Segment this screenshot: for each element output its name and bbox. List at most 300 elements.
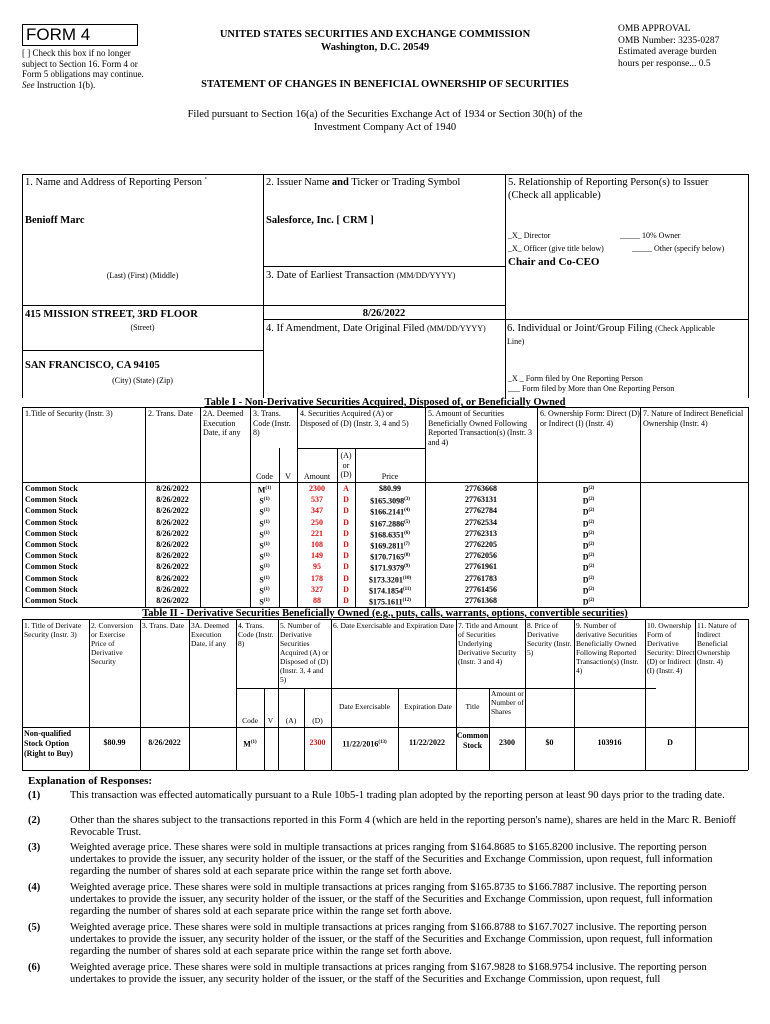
t1-row-8-date: [145, 561, 200, 572]
t2-head-number: 5. Number of Derivative Securities Acquired (A) or Disposed of (D) (Instr. 3, 4 and 5): [280, 621, 329, 684]
rule: [22, 619, 748, 620]
box6-label-text: 6. Individual or Joint/Group Filing: [507, 323, 653, 334]
statement-title: STATEMENT OF CHANGES IN BENEFICIAL OWNERSHIP OF SECURITIES: [201, 79, 569, 90]
t1-row-5-price-note: (6): [404, 530, 410, 536]
t1-row-11-date-value: 8/26/2022: [156, 596, 189, 605]
t2-exercisable-note: (13): [378, 740, 387, 745]
t1-row-8-form-note: (2): [588, 564, 595, 570]
t1-row-8-security: [25, 561, 143, 572]
box5-label-1: 5. Relationship of Reporting Person(s) to Issuer: [508, 177, 709, 188]
t1-sub-v: V: [285, 472, 291, 481]
t1-row-2-amount-value: 537: [311, 495, 323, 505]
t1-row-1-form-note: (2): [588, 486, 595, 491]
box2-label: [266, 177, 460, 188]
t1-row-2-date-value: 8/26/2022: [156, 495, 189, 505]
t2-disposed: 2300: [309, 738, 326, 747]
reporting-street: 415 MISSION STREET, 3RD FLOOR: [25, 309, 198, 320]
rule: [236, 688, 656, 689]
table1-title: Table I - Non-Derivative Securities Acquired, Disposed of, or Beneficially Owned: [204, 397, 566, 408]
agency-city: Washington, D.C. 20549: [320, 42, 430, 53]
t1-row-7-price-note: (8): [404, 553, 410, 559]
t2-sub-amount: Amount or Number of Shares: [491, 689, 524, 716]
box6-note-2: Line): [507, 336, 525, 346]
t1-row-1-ad-value: A: [343, 484, 349, 493]
t1-row-7-security: [25, 550, 143, 561]
t1-row-1-security-value: Common Stock: [25, 484, 78, 493]
t1-row-11-amount-value: 88: [313, 596, 321, 605]
t1-row-2-owned-value: 27763131: [465, 495, 497, 505]
t2-head-owned: 9. Number of derivative Securities Beneficially Owned Following Reported Transaction(s) (Instr. 4): [576, 621, 639, 675]
t1-row-5-date: [145, 528, 200, 539]
t1-row-9-date-value: 8/26/2022: [156, 573, 189, 583]
t1-row-4-price-value: $167.2886: [370, 519, 405, 529]
explanation-heading: Explanation of Responses:: [28, 775, 153, 787]
t1-head-code: 3. Trans. Code (Instr. 8): [253, 409, 291, 437]
t1-row-3-code-note: (1): [263, 508, 270, 514]
box1-label-text: 1. Name and Address of Reporting Person: [25, 177, 203, 188]
note-4-text: Weighted average price. These shares were sold in multiple transactions at prices ranging from $165.8735 to $166.7887 inclusive. The reporting person undertakes to provide the issuer, any security holder of the issuer, or the staff of the Securities and Exchange Commission, upon request, full information regarding the number of shares sold at each separate price within the range set forth above.: [70, 882, 713, 917]
t1-row-10-price-note: (11): [402, 586, 412, 592]
note-2-text: Other than the shares subject to the transactions reported in this Form 4 (which are held in the reporting person's name), shares are held in the Marc R. Benioff Revocable Trust.: [70, 815, 736, 838]
t1-row-4-code-value: S: [259, 519, 264, 529]
box3-label: [266, 270, 455, 281]
t1-row-4-owned-value: 27762534: [465, 517, 497, 527]
t1-row-8-owned-value: 27761961: [465, 562, 497, 572]
t2-sub-v: V: [267, 716, 274, 725]
note-1-text: This transaction was effected automatically pursuant to a Rule 10b5-1 trading plan adopted by the reporting person at least 90 days prior to the trading date.: [70, 790, 725, 801]
t1-row-11-form-note: (2): [588, 598, 595, 603]
t1-row-6-form-note: (2): [588, 542, 595, 547]
box2-label-a: 2. Issuer Name: [266, 177, 330, 188]
t1-row-9-security: [25, 573, 143, 584]
box4-label: [266, 323, 486, 334]
t1-row-1-owned-value: 27763668: [465, 484, 497, 493]
t1-row-11-owned: [425, 595, 537, 606]
agency-name: UNITED STATES SECURITIES AND EXCHANGE COMMISSION: [219, 29, 531, 40]
t1-row-4-owned: [425, 517, 537, 528]
t1-row-2-form-note: (2): [588, 497, 595, 503]
t1-row-4-security: [25, 517, 143, 528]
t1-row-11-ad-value: D: [343, 596, 349, 605]
form-title-box: [22, 24, 138, 46]
officer-checkbox[interactable]: _X_ Officer (give title below): [508, 244, 604, 253]
t1-row-4-ad: [337, 517, 355, 528]
t1-row-5-ad-value: D: [343, 528, 349, 538]
t1-row-3-owned-value: 27762784: [465, 506, 497, 516]
t1-row-8-amount: [297, 561, 337, 572]
t1-row-10-price-value: $174.1854: [368, 586, 403, 596]
t1-head-title: 1.Title of Security (Instr. 3): [25, 409, 113, 418]
rule: [304, 688, 305, 770]
t2-code-note: (1): [250, 740, 257, 745]
rule: [748, 619, 749, 770]
t1-row-11-security-value: Common Stock: [25, 596, 78, 605]
t1-head-acquired: 4. Securities Acquired (A) or Disposed of (D) (Instr. 3, 4 and 5): [300, 409, 409, 428]
t1-row-2-form-value: D: [582, 496, 589, 506]
box5-label: [508, 177, 746, 202]
box3-label-text: 3. Date of Earliest Transaction: [266, 270, 395, 281]
t1-row-1-ad: [337, 483, 355, 494]
city-caption: (City) (State) (Zip): [112, 376, 173, 385]
t1-row-5-owned-value: 27762313: [465, 528, 497, 538]
note-5-number: (5): [28, 922, 41, 933]
t1-row-6-ad-value: D: [343, 540, 349, 549]
t1-row-3-ad-value: D: [343, 506, 349, 516]
note-5-text: Weighted average price. These shares were sold in multiple transactions at prices ranging from $166.8788 to $167.7027 inclusive. The reporting person undertakes to provide the issuer, any security holder of the issuer, or the staff of the Securities and Exchange Commission, upon request, full information regarding the number of shares sold at each separate price within the range set forth above.: [70, 922, 713, 957]
t1-row-2-price-note: (3): [404, 497, 410, 503]
t2-head-date: 3. Trans. Date: [142, 621, 185, 630]
t1-row-1-form-value: D: [582, 485, 589, 495]
name-caption: (Last) (First) (Middle): [106, 271, 179, 280]
rule: [263, 174, 264, 398]
t2-sub-exercisable: Date Exercisable: [338, 702, 390, 711]
t2-head-conversion: 2. Conversion or Exercise Price of Derivative Security: [91, 621, 134, 666]
t1-row-11-code-value: S: [259, 597, 264, 607]
note-2-number: (2): [28, 815, 41, 826]
t2-exercisable-value: 11/22/2016: [342, 739, 379, 749]
t1-row-7-amount: [297, 550, 337, 561]
t1-row-11-price: [355, 595, 425, 608]
t1-row-6-form-value: D: [582, 541, 589, 551]
t1-row-6-code-value: S: [259, 541, 264, 551]
t1-row-6-security-value: Common Stock: [25, 540, 78, 549]
t2-security: Non-qualified Stock Option (Right to Buy): [24, 729, 73, 758]
rule: [748, 174, 749, 398]
rule: [278, 619, 279, 770]
omb-number: OMB Number: 3235-0287: [618, 35, 720, 46]
t1-row-1-amount-value: 2300: [309, 484, 325, 493]
t2-underlying-amount: 2300: [499, 738, 515, 747]
t1-row-6-date-value: 8/26/2022: [156, 540, 189, 549]
t1-row-4-date: [145, 517, 200, 528]
t1-row-10-amount-value: 327: [311, 584, 323, 594]
t2-head-exercisable: 6. Date Exercisable and Expiration Date: [333, 621, 454, 630]
director-checkbox[interactable]: _X_ Director: [508, 231, 551, 240]
t1-row-1-price: [355, 483, 425, 494]
t1-row-3-date-value: 8/26/2022: [156, 506, 189, 516]
t1-row-11-form: [537, 595, 640, 608]
street-caption: (Street): [130, 323, 155, 332]
t1-row-9-owned: [425, 573, 537, 584]
t1-row-10-owned: [425, 584, 537, 595]
rule: [22, 770, 748, 771]
rule: [505, 174, 506, 398]
t1-row-5-amount-value: 221: [311, 528, 323, 538]
t1-row-1-date-value: 8/26/2022: [156, 484, 189, 493]
t1-row-4-amount: [297, 517, 337, 528]
checkbox-note: [ ] Check this box if no longer subject to Section 16. Form 4 or Form 5 obligations may continue.: [22, 48, 144, 79]
t1-row-7-ad-value: D: [343, 551, 349, 561]
filed-line-1: Filed pursuant to Section 16(a) of the Securities Exchange Act of 1934 or Section 30(h) of the: [187, 109, 583, 120]
t1-row-8-ad-value: D: [343, 562, 349, 572]
t1-row-11-form-value: D: [582, 597, 589, 607]
box6-label: [507, 323, 747, 348]
t1-row-11-price-note: (12): [402, 598, 411, 603]
t1-row-9-amount: [297, 573, 337, 584]
t1-row-8-amount-value: 95: [313, 562, 321, 572]
t1-row-8-price-value: $171.9379: [370, 564, 405, 574]
t1-row-9-ad-value: D: [343, 573, 349, 583]
rule: [489, 688, 490, 770]
t1-row-7-security-value: Common Stock: [25, 551, 78, 561]
t1-row-8-security-value: Common Stock: [25, 562, 78, 572]
t1-row-8-code-note: (1): [263, 564, 270, 570]
t1-row-1-amount: [297, 483, 337, 494]
ten-percent-owner-checkbox[interactable]: _____ 10% Owner: [620, 231, 681, 240]
t1-row-2-ad: [337, 494, 355, 505]
t1-row-1-price-value: $80.99: [379, 484, 401, 493]
omb-hours: hours per response... 0.5: [618, 58, 711, 69]
t1-row-5-code-note: (1): [263, 530, 270, 536]
earliest-transaction-date: 8/26/2022: [362, 308, 406, 319]
t1-row-7-code-value: S: [259, 552, 264, 562]
t1-row-11-owned-value: 27761368: [465, 596, 497, 605]
t1-row-7-amount-value: 149: [311, 551, 323, 561]
box1-mark: *: [204, 177, 208, 183]
t1-row-2-owned: [425, 494, 537, 505]
t1-row-7-date-value: 8/26/2022: [156, 551, 189, 561]
t1-row-8-date-value: 8/26/2022: [156, 562, 189, 572]
t1-row-9-ad: [337, 573, 355, 584]
t1-row-4-security-value: Common Stock: [25, 517, 78, 527]
t1-row-3-price-value: $166.2141: [370, 508, 405, 518]
t1-row-5-price-value: $168.6351: [370, 530, 405, 540]
filed-line-2: Investment Company Act of 1940: [313, 122, 457, 133]
t1-row-11-security: [25, 595, 143, 606]
t1-row-9-price-value: $173.3201: [368, 575, 403, 585]
t1-row-2-security: [25, 494, 143, 505]
t1-row-1-date: [145, 483, 200, 494]
t2-head-nature: 11. Nature of Indirect Beneficial Ownership (Instr. 4): [697, 621, 737, 666]
t1-row-10-date-value: 8/26/2022: [156, 584, 189, 594]
t2-code-value: M: [243, 739, 251, 749]
rule: [200, 407, 201, 607]
t1-head-date: 2. Trans. Date: [148, 409, 193, 418]
box3-format: (MM/DD/YYYY): [396, 271, 456, 280]
t1-sub-amount: Amount: [303, 472, 331, 481]
rule: [263, 266, 505, 267]
t1-head-form: 6. Ownership Form: Direct (D) or Indirect (I) (Instr. 4): [540, 409, 640, 428]
rule: [297, 448, 425, 449]
rule: [22, 174, 23, 398]
rule: [264, 688, 265, 770]
t1-row-6-price-value: $169.2811: [370, 541, 404, 551]
rule: [695, 619, 696, 770]
t1-row-3-amount-value: 347: [311, 506, 323, 516]
checkbox-note-see: See: [22, 79, 35, 90]
t2-head-price: 8. Price of Derivative Security (Instr. 5): [527, 621, 572, 657]
rule: [22, 619, 23, 770]
t1-row-9-code-note: (1): [263, 575, 270, 581]
t2-head-underlying: 7. Title and Amount of Securities Underlying Derivative Security (Instr. 3 and 4): [458, 621, 519, 666]
t2-conversion-price: $80.99: [103, 738, 126, 747]
box1-label: [25, 177, 207, 188]
t1-row-8-form-value: D: [582, 564, 589, 574]
t1-row-10-ad-value: D: [343, 584, 349, 594]
t1-row-1-code-note: (1): [265, 486, 272, 491]
one-person-checkbox[interactable]: _X _ Form filed by One Reporting Person: [508, 374, 643, 383]
t1-row-7-price-value: $170.7165: [370, 552, 405, 562]
t1-row-10-owned-value: 27761456: [465, 584, 497, 594]
officer-title: Chair and Co-CEO: [508, 256, 600, 268]
t1-row-2-code-note: (1): [263, 497, 270, 503]
note-1-number: (1): [28, 790, 41, 801]
t1-row-8-code-value: S: [259, 564, 264, 574]
t2-underlying-title: Common Stock: [456, 731, 489, 750]
rule: [748, 407, 749, 607]
t1-row-8-ad: [337, 561, 355, 572]
t1-row-3-owned: [425, 505, 537, 516]
t1-row-6-owned: [425, 539, 537, 550]
t1-row-7-owned: [425, 550, 537, 561]
t2-sub-code: Code: [242, 716, 258, 725]
t1-row-3-security: [25, 505, 143, 516]
t1-row-1-code-value: M: [257, 485, 266, 495]
omb-approval-block: [618, 24, 758, 70]
t1-row-10-code-note: (1): [263, 586, 270, 592]
t1-row-3-price-note: (4): [404, 508, 410, 514]
t1-row-8-owned: [425, 561, 537, 572]
t1-row-2-security-value: Common Stock: [25, 495, 78, 505]
t1-row-3-code-value: S: [259, 508, 264, 518]
t1-row-4-amount-value: 250: [311, 517, 323, 527]
t2-trans-date: 8/26/2022: [148, 738, 181, 747]
reporting-city: SAN FRANCISCO, CA 94105: [25, 360, 160, 371]
omb-burden: Estimated average burden: [618, 47, 717, 57]
t1-row-9-price-note: (10): [402, 575, 412, 581]
t1-row-6-code-note: (1): [263, 542, 270, 547]
t1-row-11-code-note: (1): [263, 598, 270, 603]
t1-row-7-ad: [337, 550, 355, 561]
rule: [189, 619, 190, 770]
t1-row-3-form-value: D: [582, 508, 589, 518]
t1-row-3-security-value: Common Stock: [25, 506, 78, 516]
rule: [263, 319, 748, 320]
note-3-number: (3): [28, 842, 41, 853]
note-3-text: Weighted average price. These shares were sold in multiple transactions at prices ranging from $164.8685 to $165.8200 inclusive. The reporting person undertakes to provide the issuer, any security holder of the issuer, or the staff of the Securities and Exchange Commission, upon request, full information regarding the number of shares sold at each separate price within the range set forth above.: [70, 842, 713, 877]
rule: [22, 727, 748, 728]
t1-row-5-security: [25, 528, 143, 539]
t1-row-2-ad-value: D: [343, 495, 349, 505]
t1-row-6-amount: [297, 539, 337, 550]
t1-row-7-form-value: D: [582, 552, 589, 562]
t1-row-3-form-note: (2): [588, 508, 595, 514]
omb-approval: OMB APPROVAL: [618, 24, 691, 34]
t1-row-6-price-note: (7): [403, 542, 410, 547]
t1-row-4-ad-value: D: [343, 517, 349, 527]
form-title: FORM 4: [26, 25, 91, 44]
box4-format: (MM/DD/YYYY): [426, 324, 486, 333]
t2-trans-code: [236, 738, 264, 749]
t1-row-3-date: [145, 505, 200, 516]
box6-note: (Check Applicable: [655, 324, 715, 333]
t1-row-2-amount: [297, 494, 337, 505]
t1-head-deemed: 2A. Deemed Execution Date, if any: [203, 409, 244, 437]
t1-row-4-code-note: (1): [263, 519, 270, 525]
t1-row-10-form-value: D: [582, 586, 589, 596]
other-checkbox[interactable]: _____ Other (specify below): [632, 244, 725, 253]
t2-date-exercisable: [331, 738, 398, 749]
t2-head-form: 10. Ownership Form of Derivative Security: Direct (D) or Indirect (I) (Instr. 4): [647, 621, 695, 675]
t1-sub-aord: (A) or (D): [340, 451, 352, 479]
t1-row-9-date: [145, 573, 200, 584]
t1-row-8-price-note: (9): [404, 564, 410, 570]
t1-row-4-form-value: D: [582, 519, 589, 529]
t1-row-6-owned-value: 27762205: [465, 540, 497, 549]
t1-row-11-ad: [337, 595, 355, 606]
t1-row-11-date: [145, 595, 200, 606]
filed-pursuant: [130, 108, 640, 134]
t2-ownership-form: D: [667, 738, 673, 747]
t1-row-4-form-note: (2): [588, 519, 595, 525]
t1-row-2-date: [145, 494, 200, 505]
rule: [22, 350, 263, 351]
t1-row-9-amount-value: 178: [311, 573, 323, 583]
t1-row-7-date: [145, 550, 200, 561]
t2-head-code: 4. Trans. Code (Instr. 8): [238, 621, 274, 648]
t1-row-2-code-value: S: [259, 496, 264, 506]
t1-row-2-price-value: $165.3098: [370, 496, 405, 506]
t1-row-7-code-note: (1): [263, 553, 270, 559]
t1-row-10-date: [145, 584, 200, 595]
rule: [22, 174, 748, 175]
checkbox-note-end: Instruction 1(b).: [36, 79, 96, 90]
t1-row-10-ad: [337, 584, 355, 595]
box5-label-2: (Check all applicable): [508, 189, 601, 201]
note-4-number: (4): [28, 882, 41, 893]
note-6-number: (6): [28, 962, 41, 973]
rule: [398, 688, 399, 770]
agency-block: [175, 28, 575, 54]
note-6-text: Weighted average price. These shares were sold in multiple transactions at prices ranging from $167.9828 to $168.9754 inclusive. The reporting person undertakes to provide the issuer, any security holder of the issuer, or the staff of the Securities and Exchange Commission, upon request, full: [70, 962, 707, 985]
t1-row-5-form-note: (2): [588, 530, 595, 536]
t1-row-1-owned: [425, 483, 537, 494]
t1-row-10-security: [25, 584, 143, 595]
t1-row-6-date: [145, 539, 200, 550]
t1-row-6-security: [25, 539, 143, 550]
t2-head-deemed: 3A. Deemed Execution Date, if any: [191, 621, 229, 648]
t1-head-nature: 7. Nature of Indirect Beneficial Ownership (Instr. 4): [643, 409, 744, 428]
t1-row-1-security: [25, 483, 143, 494]
t1-sub-price: Price: [381, 472, 399, 481]
t1-row-7-form-note: (2): [588, 553, 595, 559]
t2-sub-a: (A): [285, 716, 297, 725]
rule: [263, 305, 505, 306]
reporting-person-name: Benioff Marc: [25, 215, 85, 226]
multi-person-checkbox[interactable]: ___ Form filed by More than One Reporting Person: [508, 384, 675, 393]
t1-row-9-owned-value: 27761783: [465, 573, 497, 583]
t1-row-10-form-note: (2): [588, 586, 595, 592]
t1-row-4-date-value: 8/26/2022: [156, 517, 189, 527]
t1-row-4-price-note: (5): [404, 519, 410, 525]
t1-row-5-ad: [337, 528, 355, 539]
t1-row-9-form-value: D: [582, 575, 589, 585]
no-longer-subject-checkbox[interactable]: [22, 48, 150, 90]
t1-row-9-form-note: (2): [588, 575, 595, 581]
box4-label-text: 4. If Amendment, Date Original Filed: [266, 323, 425, 334]
t2-deriv-owned: 103916: [597, 738, 622, 747]
t1-row-5-security-value: Common Stock: [25, 528, 78, 538]
box2-label-and: and: [331, 177, 349, 188]
t1-row-9-code-value: S: [259, 575, 264, 585]
t2-sub-title: Title: [465, 702, 480, 711]
t1-row-5-amount: [297, 528, 337, 539]
t1-row-11-amount: [297, 595, 337, 606]
t2-sub-expiration: Expiration Date: [404, 702, 452, 711]
t1-row-10-code-value: S: [259, 586, 264, 596]
t1-row-6-amount-value: 108: [311, 540, 323, 549]
rule: [22, 407, 23, 607]
